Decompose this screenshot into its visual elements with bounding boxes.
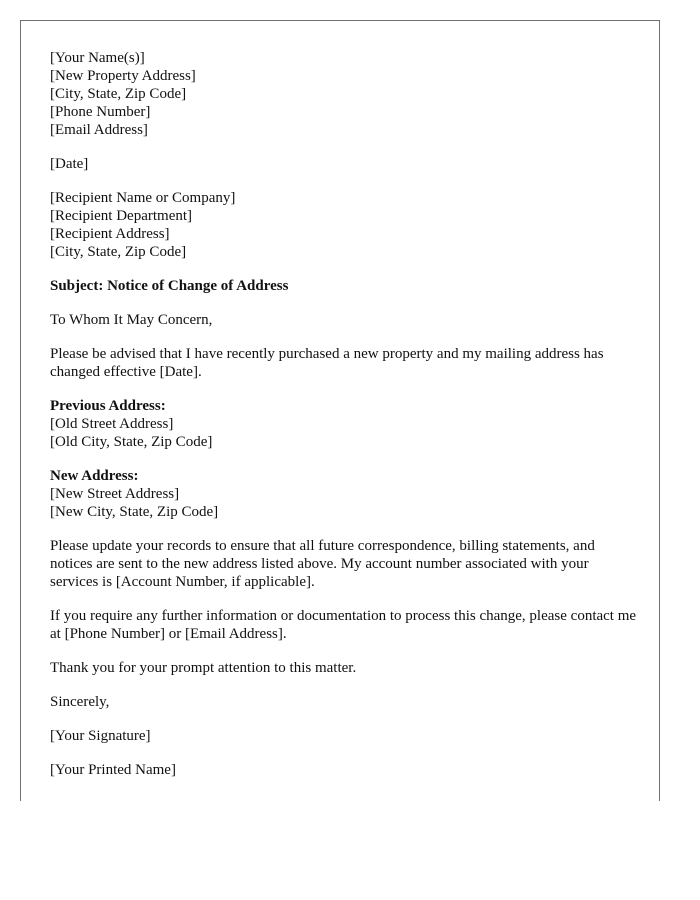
sender-block xyxy=(50,49,640,139)
recipient-block xyxy=(50,189,640,261)
letter-content xyxy=(50,49,640,795)
previous-address-block xyxy=(50,397,640,451)
subject-block xyxy=(50,277,640,295)
new-address-block xyxy=(50,467,640,521)
letter-page xyxy=(20,20,660,801)
new-address-city: [New City, State, Zip Code] xyxy=(50,504,219,520)
new-address-label: New Address: xyxy=(50,468,139,484)
recipient-city: [City, State, Zip Code] xyxy=(50,244,187,260)
sender-address: [New Property Address] xyxy=(50,68,196,84)
date-block xyxy=(50,155,640,173)
update-text: Please update your records to ensure that all future correspondence, billing statements, and notices are sent to the new address listed above. My account number associated with your services is [Account Number, if applicable]. xyxy=(50,538,595,590)
new-address-street: [New Street Address] xyxy=(50,486,180,502)
contact-paragraph xyxy=(50,607,640,643)
sender-phone: [Phone Number] xyxy=(50,104,151,120)
recipient-name: [Recipient Name or Company] xyxy=(50,190,236,206)
sender-email: [Email Address] xyxy=(50,122,148,138)
previous-address-city: [Old City, State, Zip Code] xyxy=(50,434,213,450)
closing-text: Sincerely, xyxy=(50,694,110,710)
signature-placeholder: [Your Signature] xyxy=(50,728,151,744)
subject-line: Subject: Notice of Change of Address xyxy=(50,278,289,294)
previous-address-label: Previous Address: xyxy=(50,398,166,414)
recipient-address: [Recipient Address] xyxy=(50,226,170,242)
thanks-paragraph xyxy=(50,659,640,677)
contact-text: If you require any further information or documentation to process this change, please contact me at [Phone Number] or [Email Address]. xyxy=(50,608,637,642)
printed-name-block xyxy=(50,761,640,779)
salutation-block xyxy=(50,311,640,329)
thanks-text: Thank you for your prompt attention to this matter. xyxy=(50,660,357,676)
sender-name: [Your Name(s)] xyxy=(50,50,145,66)
recipient-department: [Recipient Department] xyxy=(50,208,193,224)
intro-text: Please be advised that I have recently purchased a new property and my mailing address has changed effective [Date]. xyxy=(50,346,604,380)
letter-date: [Date] xyxy=(50,156,89,172)
intro-paragraph xyxy=(50,345,640,381)
signature-block xyxy=(50,727,640,745)
printed-name: [Your Printed Name] xyxy=(50,762,176,778)
salutation: To Whom It May Concern, xyxy=(50,312,213,328)
sender-city: [City, State, Zip Code] xyxy=(50,86,187,102)
update-paragraph xyxy=(50,537,640,591)
previous-address-street: [Old Street Address] xyxy=(50,416,174,432)
closing-block xyxy=(50,693,640,711)
